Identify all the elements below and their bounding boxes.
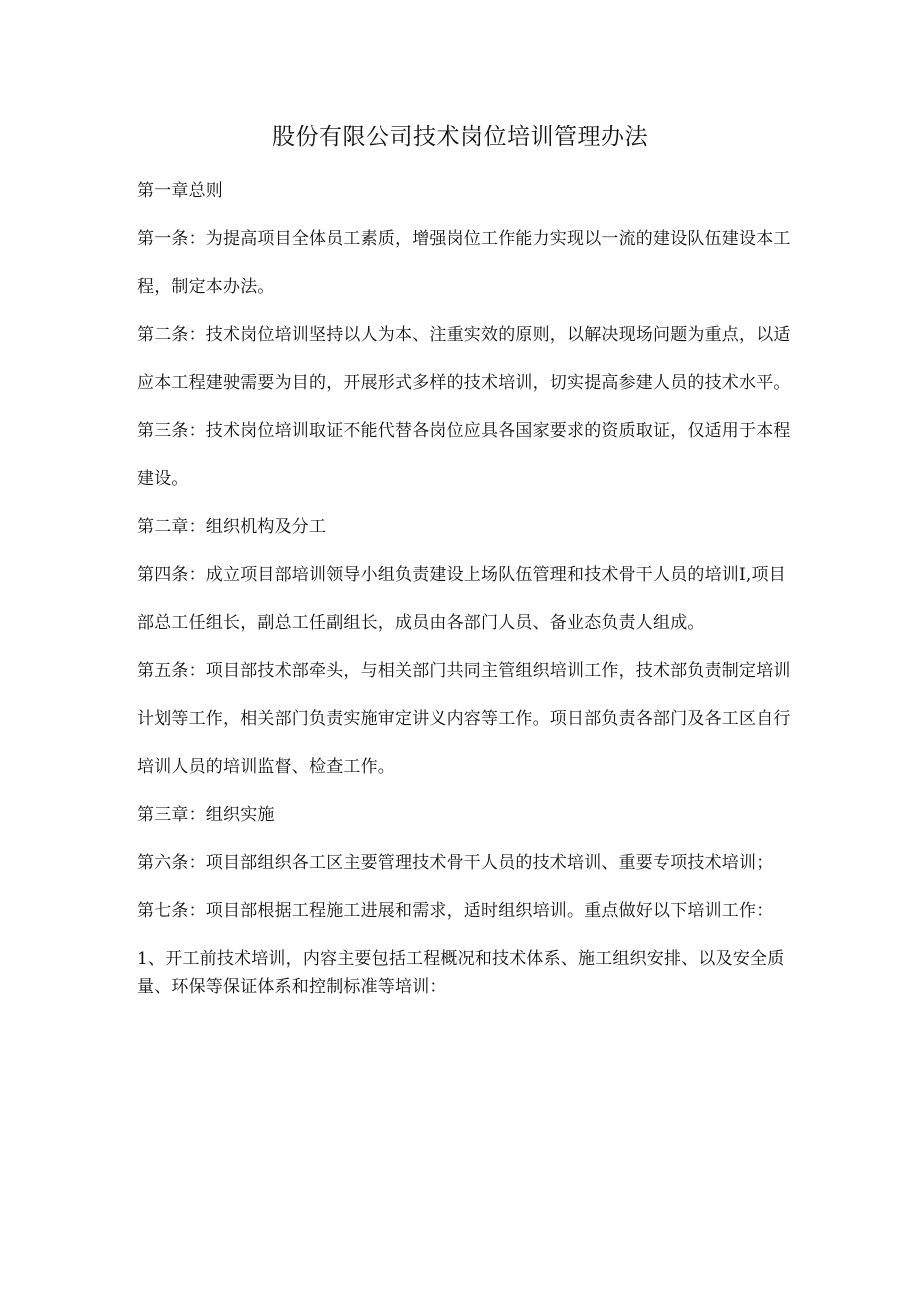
list-item-1: 1、开工前技术培训，内容主要包括工程概况和技术体系、施工组织安排、以及安全质量、环保等保证体系和控制标准等培训： (137, 949, 785, 997)
article-6: 第六条：项目部组织各工区主要管理技术骨干人员的技术培训、重要专项技术培训； (137, 853, 774, 873)
article-7: 第七条：项目部根据工程施工进展和需求，适时组织培训。重点做好以下培训工作： (137, 901, 774, 921)
article-2: 第二条：技术岗位培训坚持以人为本、注重实效的原则，以解决现场问题为重点，以适应本工程建驶需要为目的，开展形式多样的技术培训，切实提高参建人员的技术水平。 (137, 325, 791, 393)
article-1: 第一条：为提高项目全体员工素质，增强岗位工作能力实现以一流的建设队伍建设本工程，制定本办法。 (137, 229, 791, 297)
chapter-heading-2: 第二章：组织机构及分工 (137, 517, 327, 537)
article-4: 第四条：成立项目部培训领导小组负责建设上场队伍管理和技术骨干人员的培训I,项目部总工任组长，副总工任副组长，成员由各部门人员、备业态负责人组成。 (137, 565, 786, 633)
document-title: 股份有限公司技术岗位培训管理办法 (272, 124, 648, 150)
chapter-heading-1: 第一章总则 (137, 181, 223, 201)
chapter-heading-3: 第三章：组织实施 (137, 805, 275, 825)
article-3: 第三条：技术岗位培训取证不能代替各岗位应具各国家要求的资质取证，仅适用于本程建设。 (137, 421, 791, 489)
document-body (137, 167, 797, 1001)
article-5: 第五条：项目部技术部牵头，与相关部门共同主管组织培训工作，技术部负责制定培训计划等工作，相关部门负责实施审定讲义内容等工作。项日部负责各部门及各工区自行培训人员的培训监督、检查工作。 (137, 661, 791, 777)
